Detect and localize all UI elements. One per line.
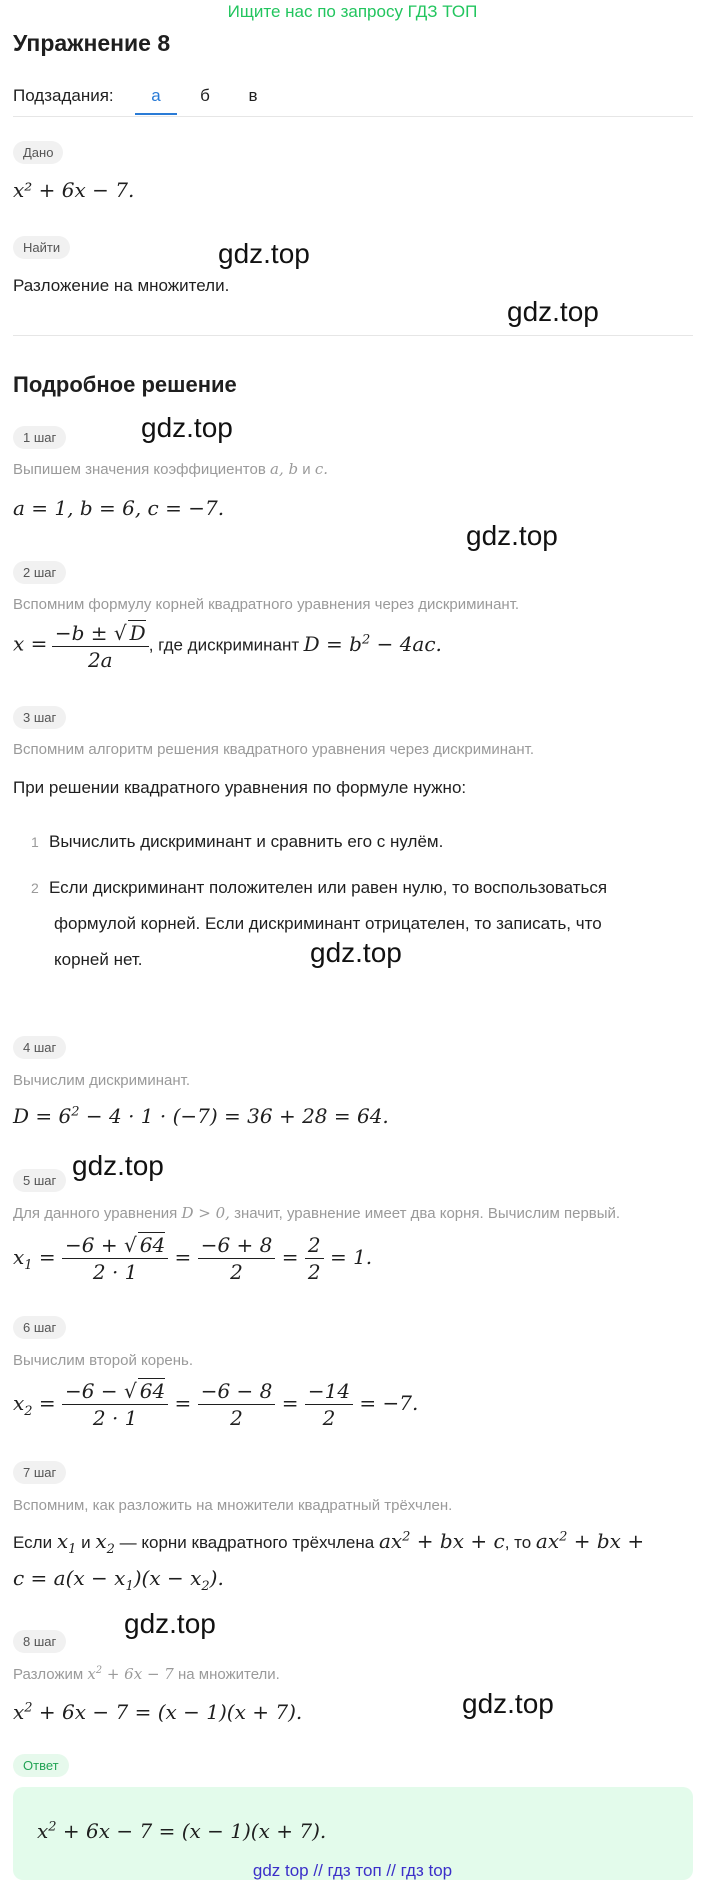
step-1-hint: Выпишем значения коэффициентов a, b и c. (13, 460, 328, 478)
step-7-badge: 7 шаг (13, 1461, 66, 1484)
tab-v[interactable]: в (248, 86, 258, 105)
list-item: корней нет. (54, 950, 143, 969)
find-badge: Найти (13, 236, 70, 259)
find-text: Разложение на множители. (13, 276, 230, 295)
watermark: gdz.top (507, 296, 599, 327)
list-item: формулой корней. Если дискриминант отрицателен, то записать, что (54, 914, 602, 933)
step-3-badge: 3 шаг (13, 706, 66, 729)
step-2-formula: x = $\frac{-b \pm √ D}{2a}$ , где дискриминант $D = b^2 - 4ac$. (13, 621, 442, 672)
footer-link[interactable]: гдз топ (327, 1861, 382, 1880)
footer-separator: // (313, 1861, 323, 1880)
list-item: Вычислить дискриминант и сравнить его с нулём. (49, 832, 444, 851)
watermark: gdz.top (466, 520, 558, 551)
step-4-formula: $D = 6^2 - 4 \cdot 1 \cdot (-7) = 36 + 28 = 64$. (13, 1104, 389, 1128)
step-3-hint: Вспомним алгоритм решения квадратного уравнения через дискриминант. (13, 741, 535, 758)
step-2-badge: 2 шаг (13, 561, 66, 584)
step-7-text: Если $x_1$ и $x_2$ — корни квадратного трёхчлена $ax^2$ + bx + c, то $ax^2$ + bx + (13, 1529, 645, 1557)
watermark: gdz.top (124, 1608, 216, 1639)
page-title: Упражнение 8 (13, 30, 171, 56)
step-5-badge: 5 шаг (13, 1169, 66, 1192)
step-4-hint: Вычислим дискриминант. (13, 1072, 190, 1089)
solution-title: Подробное решение (13, 372, 237, 397)
watermark: gdz.top (310, 937, 402, 968)
watermark: gdz.top (218, 238, 310, 269)
step-3-lead: При решении квадратного уравнения по формуле нужно: (13, 778, 467, 797)
step-5-formula: $x_1$ = $\frac{-6 + √ 64}{2 \cdot 1}$ = $\frac{-6 + 8}{2}$ = $\frac{2}{2}$ = 1. (13, 1232, 373, 1284)
given-badge: Дано (13, 141, 63, 164)
step-8-formula: $x^2 + 6x - 7 = (x - 1)(x + 7)$. (13, 1700, 303, 1724)
list-item: Если дискриминант положителен или равен нулю, то воспользоваться (49, 878, 608, 897)
footer-links (0, 1861, 705, 1881)
step-8-badge: 8 шаг (13, 1630, 66, 1653)
step-4-badge: 4 шаг (13, 1036, 66, 1059)
step-7-formula: $c = a(x - x_1)(x - x_2)$. (13, 1566, 224, 1594)
step-5-hint: Для данного уравнения D > 0, значит, уравнение имеет два корня. Вычислим первый. (13, 1204, 621, 1222)
step-7-hint: Вспомним, как разложить на множители квадратный трёхчлен. (13, 1497, 453, 1514)
top-banner[interactable]: Ищите нас по запросу ГДЗ ТОП (227, 2, 478, 21)
tabs-divider (13, 116, 693, 117)
watermark: gdz.top (462, 1688, 554, 1719)
footer-link[interactable]: гдз top (400, 1861, 453, 1880)
step-6-hint: Вычислим второй корень. (13, 1352, 194, 1369)
answer-formula: $x^2 + 6x - 7 = (x - 1)(x + 7)$. (37, 1819, 327, 1843)
step-6-badge: 6 шаг (13, 1316, 66, 1339)
step-8-hint: Разложим $x^2 + 6x - 7$ на множители. (13, 1665, 280, 1683)
footer-link[interactable]: gdz top (252, 1861, 309, 1880)
watermark: gdz.top (72, 1150, 164, 1181)
section-divider (13, 335, 693, 336)
step-6-formula: $x_2$ = $\frac{-6 - √ 64}{2 \cdot 1}$ = $\frac{-6 - 8}{2}$ = $\frac{-14}{2}$ = −7. (13, 1378, 419, 1430)
step-2-hint: Вспомним формулу корней квадратного уравнения через дискриминант. (13, 596, 520, 613)
active-tab-indicator (135, 113, 177, 115)
answer-badge: Ответ (13, 1754, 69, 1777)
watermark: gdz.top (141, 412, 233, 443)
subtasks-label: Подзадания: (13, 86, 114, 105)
step-1-badge: 1 шаг (13, 426, 66, 449)
list-item-number: 1 (31, 834, 39, 850)
tab-b[interactable]: б (200, 86, 210, 105)
footer-separator: // (386, 1861, 396, 1880)
list-item-number: 2 (31, 880, 39, 896)
step-1-formula: a = 1, b = 6, c = −7. (13, 496, 225, 520)
tab-a[interactable]: а (151, 86, 161, 105)
given-expression: x² + 6x − 7. (13, 178, 135, 202)
